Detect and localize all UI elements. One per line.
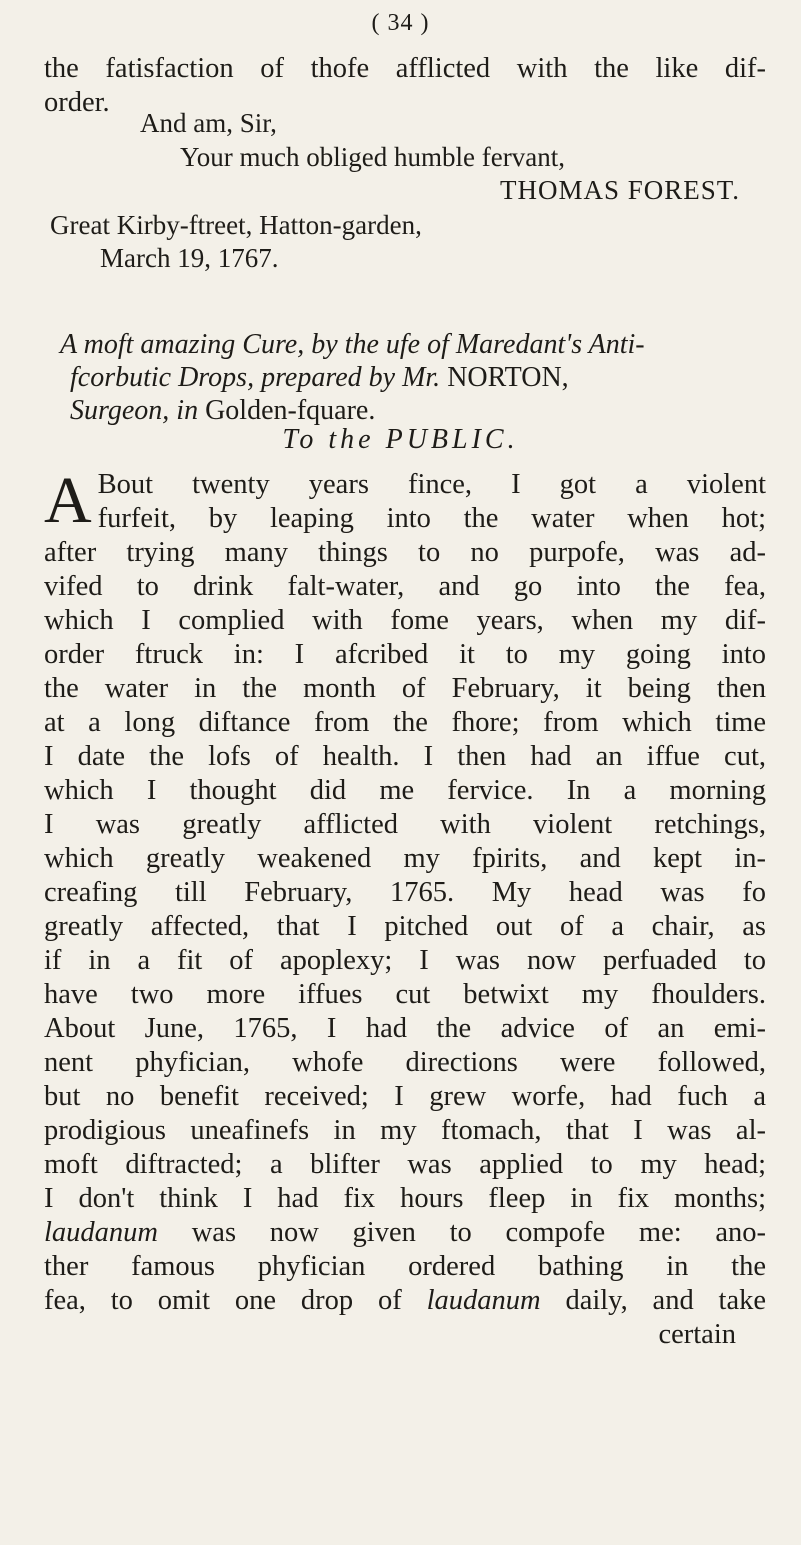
- text-line: which greatly weakened my fpirits, and kept in-: [44, 843, 766, 874]
- signature: THOMAS FOREST.: [500, 175, 741, 205]
- heading-text: A moft amazing Cure, by the ufe of Maredant's Anti-: [60, 329, 645, 360]
- text-line: ther famous phyfician ordered bathing in the: [44, 1251, 766, 1282]
- text-line: greatly affected, that I pitched out of a chair, as: [44, 911, 766, 942]
- text-line: the fatisfaction of thofe afflicted with the like dif-: [44, 53, 766, 84]
- text-line: I was greatly afflicted with violent retchings,: [44, 809, 766, 840]
- text-line: moft diftracted; a blifter was applied to my head;: [44, 1149, 766, 1180]
- drop-cap: A: [44, 464, 92, 537]
- catchword: certain: [658, 1319, 736, 1350]
- laudanum-word: laudanum: [44, 1217, 158, 1248]
- text-line: have two more iffues cut betwixt my fhoulders.: [44, 979, 766, 1010]
- address-line: Great Kirby-ftreet, Hatton-garden,: [50, 210, 422, 240]
- text-line: after trying many things to no purpofe, was ad-: [44, 537, 766, 568]
- text-line: which I thought did me fervice. In a morning: [44, 775, 766, 806]
- text-line: the water in the month of February, it being then: [44, 673, 766, 704]
- surgeon-name: NORTON,: [447, 362, 569, 393]
- laudanum-word: laudanum: [426, 1285, 541, 1316]
- text-line: Bout twenty years fince, I got a violent: [97, 469, 766, 500]
- letter-body: [44, 464, 767, 1352]
- salutation: To the PUBLIC.: [282, 424, 519, 455]
- text-line: [44, 1284, 766, 1318]
- text-line: vifed to drink falt-water, and go into the fea,: [44, 571, 766, 602]
- text-line: nent phyfician, whofe directions were followed,: [44, 1047, 766, 1078]
- advert-heading: [60, 328, 770, 427]
- text-line: About June, 1765, I had the advice of an emi-: [44, 1013, 766, 1044]
- text-line: order ftruck in: I afcribed it to my going into: [44, 639, 766, 670]
- closing-line: And am, Sir,: [140, 108, 277, 138]
- closing-line: Your much obliged humble fervant,: [180, 142, 565, 172]
- text-line: order.: [44, 87, 110, 118]
- text-line: [44, 1216, 766, 1250]
- text-line: furfeit, by leaping into the water when hot;: [97, 503, 766, 534]
- text-line: which I complied with fome years, when my dif-: [44, 605, 766, 636]
- page-number: ( 34 ): [371, 10, 430, 36]
- text-line: but no benefit received; I grew worfe, had fuch a: [44, 1081, 766, 1112]
- text-span: fea, to omit one drop of: [44, 1285, 402, 1316]
- heading-text: Surgeon, in: [70, 395, 199, 426]
- text-span: was now given to compofe me: ano-: [191, 1217, 766, 1248]
- text-line: prodigious uneafinefs in my ftomach, that I was al-: [44, 1115, 766, 1146]
- date-line: March 19, 1767.: [100, 243, 279, 273]
- text-line: creafing till February, 1765. My head was fo: [44, 877, 766, 908]
- location: Golden-fquare.: [205, 395, 376, 426]
- text-span: daily, and take: [565, 1285, 767, 1316]
- text-line: at a long diftance from the fhore; from which time: [44, 707, 766, 738]
- text-line: I date the lofs of health. I then had an iffue cut,: [44, 741, 766, 772]
- heading-text: fcorbutic Drops, prepared by Mr.: [70, 362, 441, 393]
- text-line: if in a fit of apoplexy; I was now perfuaded to: [44, 945, 766, 976]
- text-line: I don't think I had fix hours fleep in fix months;: [44, 1183, 766, 1214]
